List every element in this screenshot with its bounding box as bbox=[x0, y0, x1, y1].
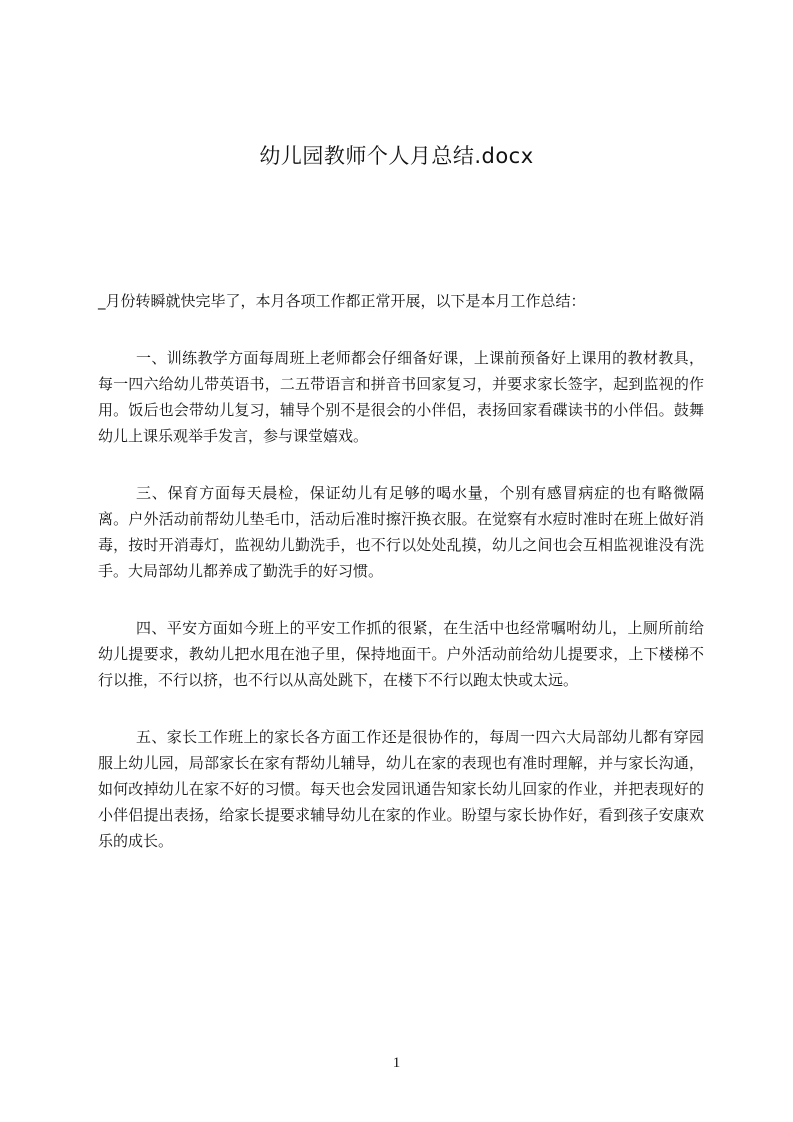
paragraph-teaching: 一、训练教学方面每周班上老师都会仔细备好课，上课前预备好上课用的教材教具，每一四六给幼儿带英语书，二五带语言和拼音书回家复习，并要求家长签字，起到监视的作用。饭后也会带幼儿复习，辅导个别不是很会的小伴侣，表扬回家看碟读书的小伴侣。鼓舞幼儿上课乐观举手发言，参与课堂嬉戏。 bbox=[98, 349, 704, 445]
document-body bbox=[98, 288, 704, 885]
intro-paragraph: _月份转瞬就快完毕了，本月各项工作都正常开展，以下是本月工作总结： bbox=[98, 292, 586, 310]
document-title: 幼儿园教师个人月总结.docx bbox=[259, 144, 534, 168]
paragraph-safety: 四、平安方面如今班上的平安工作抓的很紧，在生活中也经常嘱咐幼儿，上厕所前给幼儿提要求，教幼儿把水甩在池子里，保持地面干。户外活动前给幼儿提要求，上下楼梯不行以推，不行以挤，也不行以从高处跳下，在楼下不行以跑太快或太远。 bbox=[98, 619, 704, 689]
page-number: 1 bbox=[392, 1055, 401, 1071]
paragraph-care: 三、保育方面每天晨检，保证幼儿有足够的喝水量，个别有感冒病症的也有略微隔离。户外活动前帮幼儿垫毛巾，活动后准时擦汗换衣服。在觉察有水痘时准时在班上做好消毒，按时开消毒灯，监视幼儿勤洗手，也不行以处处乱摸，幼儿之间也会互相监视谁没有洗手。大局部幼儿都养成了勤洗手的好习惯。 bbox=[98, 484, 704, 580]
paragraph-parents: 五、家长工作班上的家长各方面工作还是很协作的，每周一四六大局部幼儿都有穿园服上幼儿园，局部家长在家有帮幼儿辅导，幼儿在家的表现也有准时理解，并与家长沟通，如何改掉幼儿在家不好的习惯。每天也会发园讯通告知家长幼儿回家的作业，并把表现好的小伴侣提出表扬，给家长提要求辅导幼儿在家的作业。盼望与家长协作好，看到孩子安康欢乐的成长。 bbox=[98, 728, 704, 850]
